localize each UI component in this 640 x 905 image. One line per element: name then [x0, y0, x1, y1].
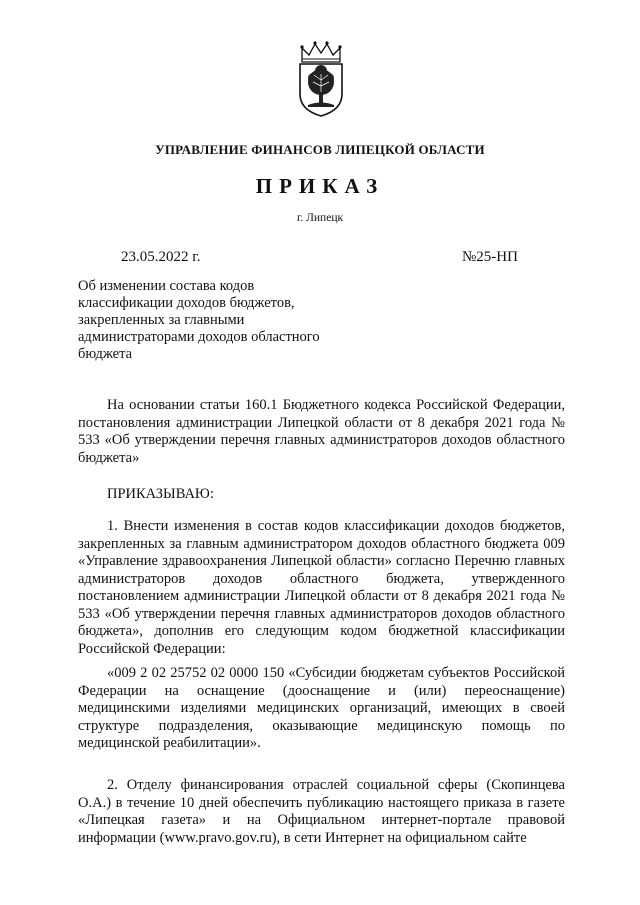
item-2-paragraph: 2. Отделу финансирования отраслей социальной сферы (Скопинцева О.А.) в течение 10 дней обеспечить публикацию настоящего приказа в газете «Липецкая газета» и на Официальном интернет-портале правовой информации (www.pravo.gov.ru), в сети Интернет на официальном сайте	[78, 777, 565, 846]
item-1-paragraph: 1. Внести изменения в состав кодов классификации доходов бюджетов, закрепленных за главным администратором доходов областного бюджета 009 «Управление здравоохранения Липецкой области» согласно Перечню главных администраторов доходов областного бюджета, утвержденного постановлением администрации Липецкой области от 8 декабря 2021 года № 533 «Об утверждении перечня главных администраторов доходов областного бюджета», дополнив его следующим кодом бюджетной классификации Российской Федерации:	[78, 518, 565, 657]
city-label: г. Липецк	[296, 212, 344, 224]
document-subject: Об изменении состава кодов классификации доходов бюджетов, закрепленных за главными администраторами доходов областного бюджета	[78, 278, 320, 362]
document-type-title: ПРИКАЗ	[255, 174, 385, 198]
budget-code-entry: «009 2 02 25752 02 0000 150 «Субсидии бюджетам субъектов Российской Федерации на оснащение (дооснащение и (или) переоснащение) медицинскими изделиями медицинских организаций, имеющих в своей структуре подразделения, оказывающие медицинскую помощь по медицинской реабилитации».	[78, 665, 565, 751]
order-keyword: ПРИКАЗЫВАЮ:	[107, 486, 214, 502]
document-number: №25-НП	[462, 249, 518, 265]
coat-of-arms-icon	[296, 40, 346, 118]
organization-name: УПРАВЛЕНИЕ ФИНАНСОВ ЛИПЕЦКОЙ ОБЛАСТИ	[155, 142, 485, 157]
document-date: 23.05.2022 г.	[121, 249, 201, 265]
basis-paragraph: На основании статьи 160.1 Бюджетного кодекса Российской Федерации, постановления администрации Липецкой области от 8 декабря 2021 года № 533 «Об утверждении перечня главных администраторов доходов областного бюджета»	[78, 397, 565, 466]
